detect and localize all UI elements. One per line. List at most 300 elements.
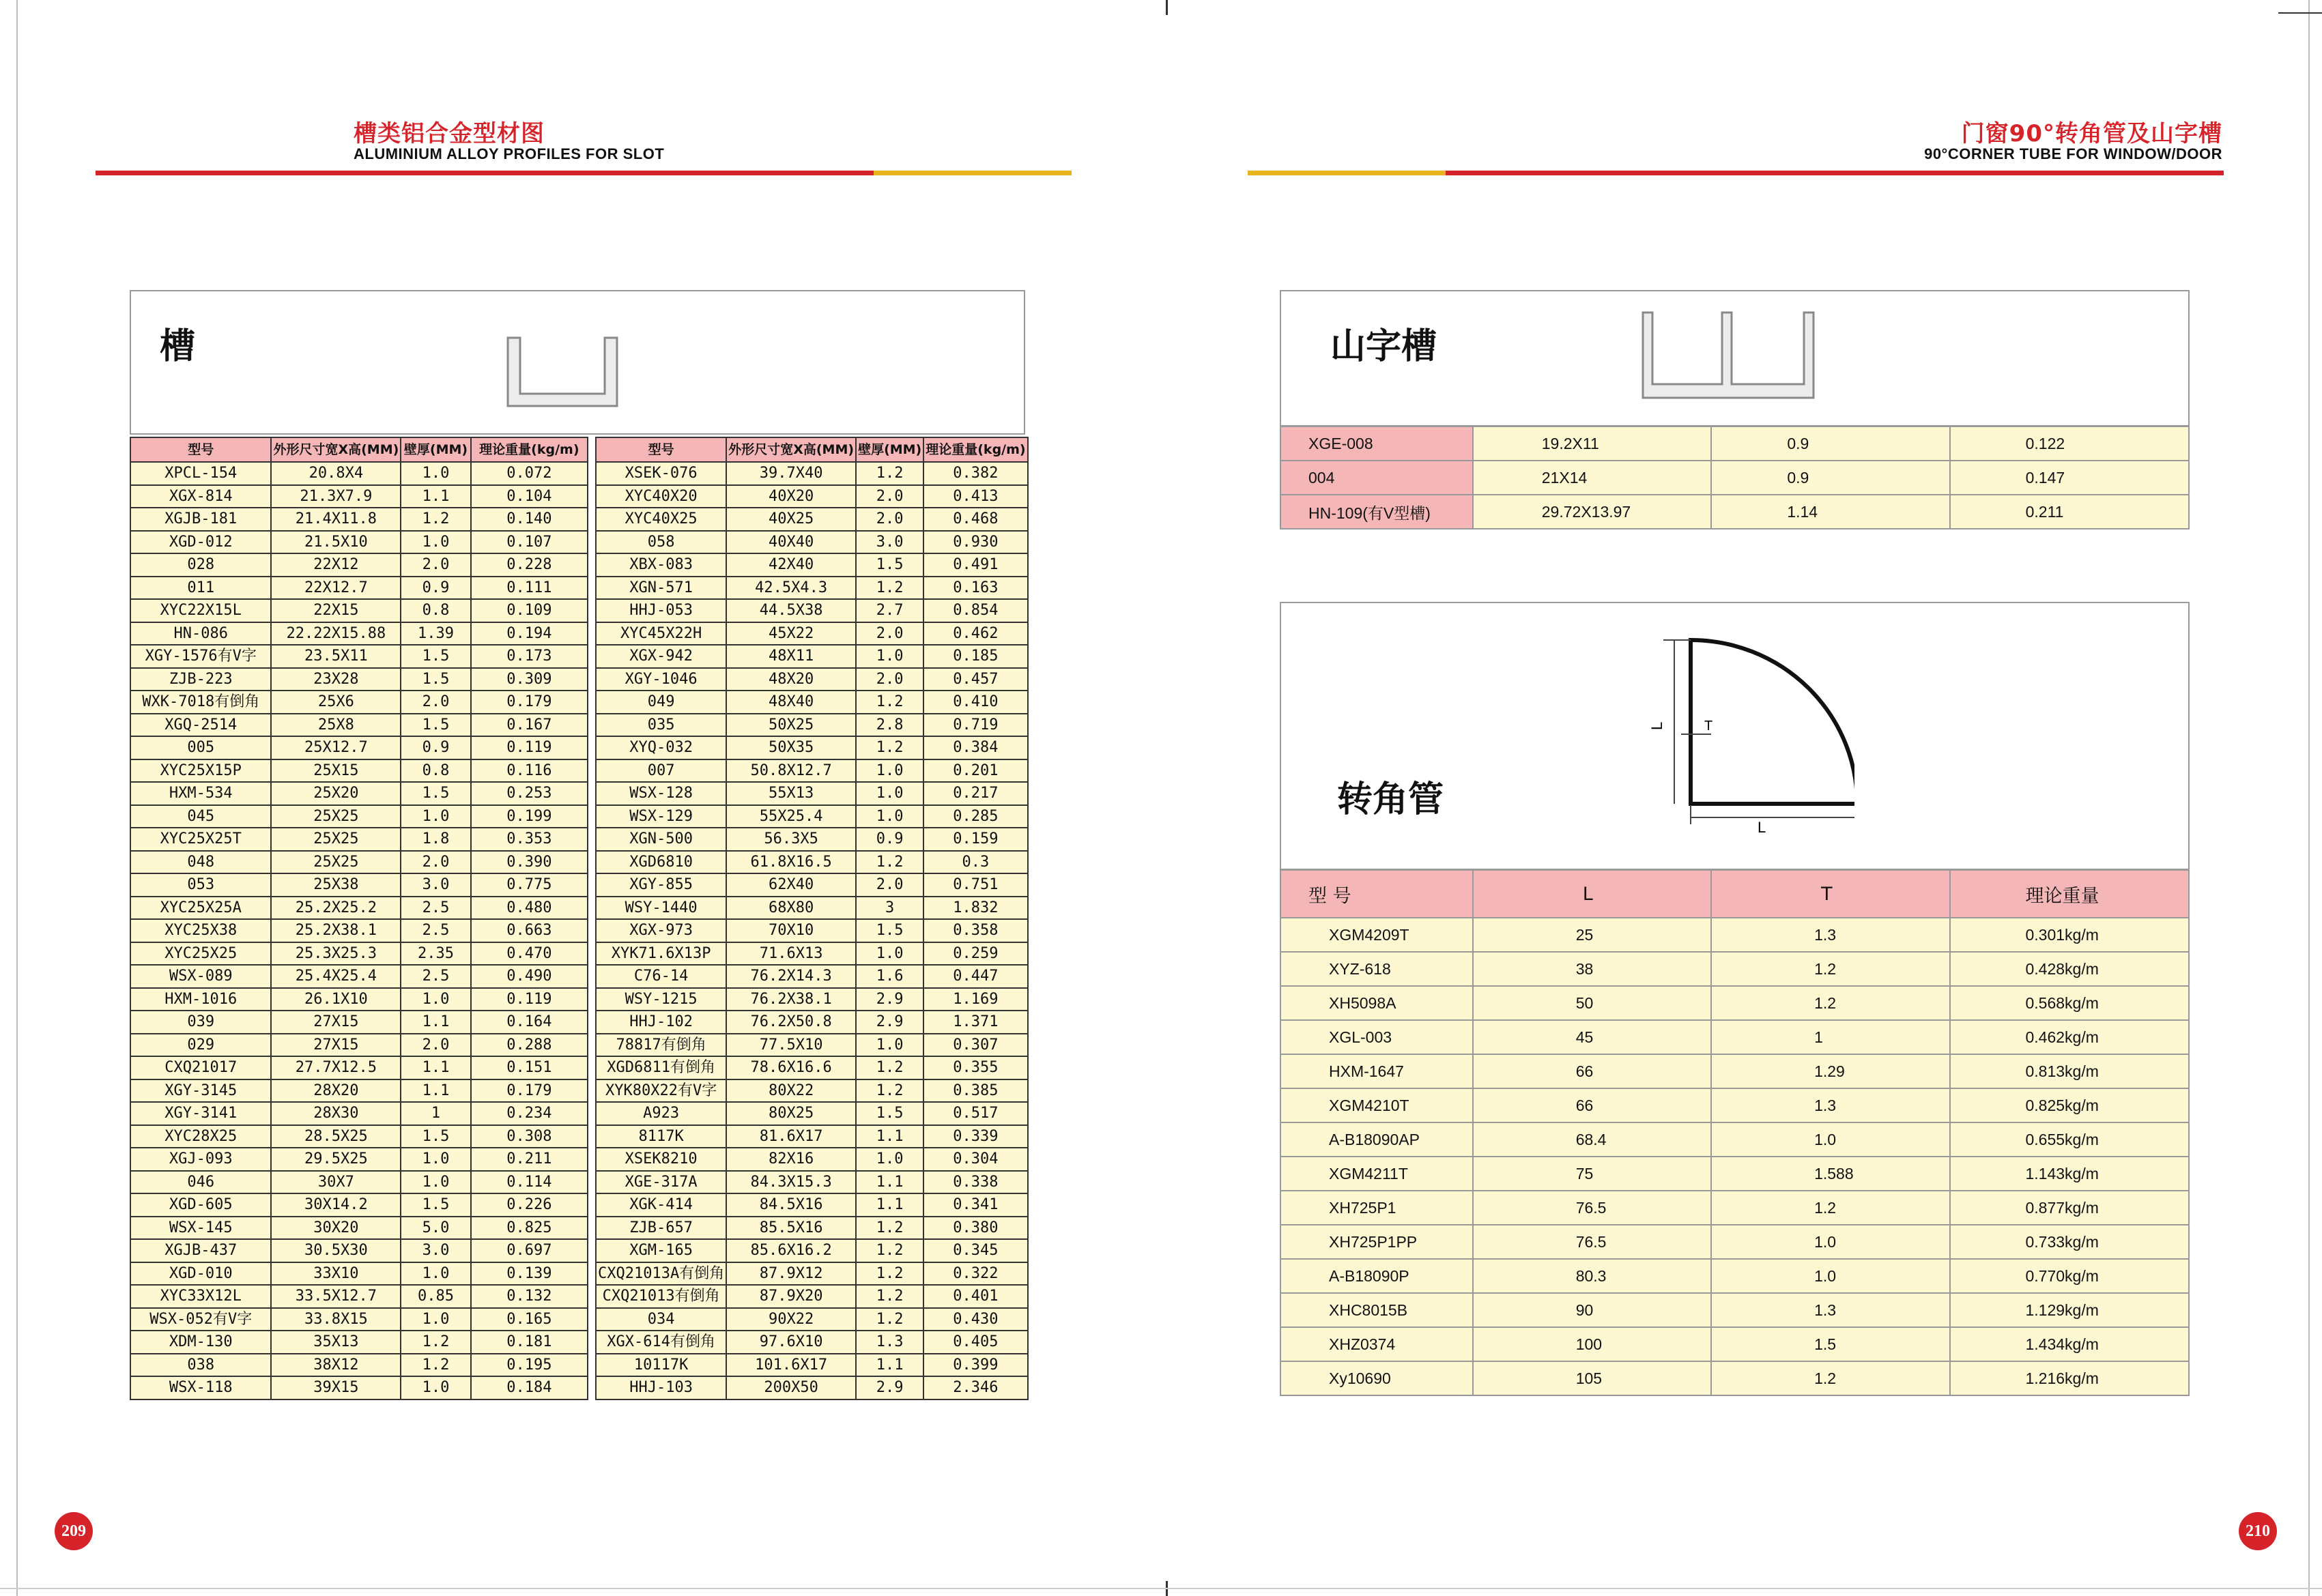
table-cell: HXM-1016 [130, 988, 271, 1011]
table-cell: 1.0 [401, 1376, 470, 1399]
table-cell: 23X28 [271, 668, 401, 691]
table-cell: 0.8 [401, 759, 470, 783]
table-cell: 0.775 [471, 873, 588, 897]
table-cell: 1.5 [1711, 1327, 1949, 1361]
table-cell: 39.7X40 [726, 462, 856, 485]
table-cell: 1.0 [1711, 1259, 1949, 1293]
table-cell: 2.35 [401, 942, 470, 966]
table-row [596, 782, 1028, 805]
table-cell: 1.2 [856, 1308, 923, 1331]
table-row [130, 1056, 588, 1079]
table-cell: 0.382 [923, 462, 1027, 485]
table-cell: 76.2X14.3 [726, 965, 856, 988]
table-cell: 39X15 [271, 1376, 401, 1399]
table-cell: 034 [596, 1308, 726, 1331]
table-cell: 0.9 [401, 577, 470, 600]
table-cell: 1.2 [401, 1331, 470, 1354]
table-cell: 1.39 [401, 622, 470, 645]
table-cell: 44.5X38 [726, 599, 856, 622]
table-row [596, 988, 1028, 1011]
table-cell: 8117K [596, 1125, 726, 1148]
table-cell: 29.5X25 [271, 1148, 401, 1171]
table-cell: 0.140 [471, 508, 588, 531]
table-cell: XGY-3145 [130, 1079, 271, 1103]
table-cell: 0.111 [471, 577, 588, 600]
table-cell: 0.173 [471, 645, 588, 668]
table-cell: 77.5X10 [726, 1034, 856, 1057]
table-cell: 1.5 [401, 782, 470, 805]
table-row [130, 1079, 588, 1103]
table-cell: 76.2X38.1 [726, 988, 856, 1011]
table-cell: 028 [130, 553, 271, 577]
table-cell: 0.199 [471, 805, 588, 828]
table-cell: 0.457 [923, 668, 1027, 691]
table-cell: 0.159 [923, 828, 1027, 851]
table-cell: 68.4 [1473, 1122, 1711, 1157]
table-cell: 25.4X25.4 [271, 965, 401, 988]
table-cell: 25.2X25.2 [271, 897, 401, 920]
table-cell: 0.480 [471, 897, 588, 920]
table-cell: XGD-012 [130, 531, 271, 554]
table-row [130, 873, 588, 897]
table-cell: 2.0 [401, 1034, 470, 1057]
table-cell: 0.285 [923, 805, 1027, 828]
table-cell: 0.491 [923, 553, 1027, 577]
table-cell: 5.0 [401, 1217, 470, 1240]
table-cell: 50.8X12.7 [726, 759, 856, 783]
table-row [130, 1239, 588, 1262]
table-row [130, 897, 588, 920]
table-cell: XGM-165 [596, 1239, 726, 1262]
col-header-t: T [1711, 870, 1949, 918]
table-cell: WSY-1440 [596, 897, 726, 920]
table-cell: 0.072 [471, 462, 588, 485]
table-row [130, 942, 588, 966]
table-cell: 1.2 [856, 577, 923, 600]
table-row [596, 1376, 1028, 1399]
table-cell: 004 [1280, 461, 1473, 495]
table-row [1280, 495, 2189, 529]
table-cell: 053 [130, 873, 271, 897]
table-cell: 85.5X16 [726, 1217, 856, 1240]
table-cell: 25X20 [271, 782, 401, 805]
table-cell: 2.5 [401, 897, 470, 920]
table-cell: 3 [856, 897, 923, 920]
table-cell: 21X14 [1473, 461, 1712, 495]
table-cell: 50 [1473, 986, 1711, 1020]
table-cell: 101.6X17 [726, 1354, 856, 1377]
table-cell: 0.770kg/m [1950, 1259, 2190, 1293]
table-row [596, 691, 1028, 714]
page-number-left: 209 [55, 1512, 93, 1550]
table-cell: 28X20 [271, 1079, 401, 1103]
table-cell: 0.201 [923, 759, 1027, 783]
table-row [596, 553, 1028, 577]
table-cell: 27X15 [271, 1011, 401, 1034]
table-cell: 1.2 [856, 691, 923, 714]
table-row [596, 919, 1028, 942]
table-row [130, 1034, 588, 1057]
table-row [130, 1376, 588, 1399]
table-cell: 1.0 [401, 531, 470, 554]
table-cell: 25X6 [271, 691, 401, 714]
table-cell: 1 [1711, 1020, 1949, 1054]
table-cell: 105 [1473, 1361, 1711, 1395]
table-cell: 2.5 [401, 919, 470, 942]
table-cell: 1.5 [401, 645, 470, 668]
table-cell: 1.29 [1711, 1054, 1949, 1088]
table-cell: 1.0 [401, 988, 470, 1011]
right-header-title: 门窗90°转角管及山字槽 [1961, 120, 2222, 147]
right-crop-edge [2308, 0, 2322, 1596]
table-cell: 0.107 [471, 531, 588, 554]
table-cell: 1.2 [856, 851, 923, 874]
table-cell: 0.114 [471, 1171, 588, 1194]
table-cell: 45 [1473, 1020, 1711, 1054]
table-cell: 1.0 [856, 1148, 923, 1171]
table-cell: 0.119 [471, 736, 588, 759]
table-row [596, 897, 1028, 920]
table-cell: 0.428kg/m [1950, 952, 2190, 986]
table-cell: 0.301kg/m [1950, 918, 2190, 952]
table-cell: 1.2 [856, 1056, 923, 1079]
table-cell: 0.384 [923, 736, 1027, 759]
table-cell: 0.655kg/m [1950, 1122, 2190, 1157]
table-cell: 0.228 [471, 553, 588, 577]
table-cell: 25X25 [271, 828, 401, 851]
table-cell: 0.3 [923, 851, 1027, 874]
table-cell: Xy10690 [1280, 1361, 1473, 1395]
table-cell: 2.9 [856, 1011, 923, 1034]
table-cell: 76.5 [1473, 1191, 1711, 1225]
table-cell: 0.413 [923, 485, 1027, 508]
table-cell: WSX-129 [596, 805, 726, 828]
table-row [596, 851, 1028, 874]
table-row [596, 805, 1028, 828]
table-cell: XGL-003 [1280, 1020, 1473, 1054]
table-cell: 1.1 [401, 1079, 470, 1103]
table-cell: 0.184 [471, 1376, 588, 1399]
table-cell: XH5098A [1280, 986, 1473, 1020]
table-cell: 22X15 [271, 599, 401, 622]
table-row [1280, 1054, 2189, 1088]
diagram-label-l-vertical: L [1648, 721, 1665, 730]
table-cell: 0.813kg/m [1950, 1054, 2190, 1088]
table-row [1280, 1088, 2189, 1122]
table-row [130, 1125, 588, 1148]
table-cell: 0.195 [471, 1354, 588, 1377]
table-cell: 1.5 [856, 1102, 923, 1125]
table-cell: 0.490 [471, 965, 588, 988]
table-row [1280, 426, 2189, 461]
table-cell: 87.9X20 [726, 1285, 856, 1308]
table-cell: 035 [596, 714, 726, 737]
table-cell: 0.430 [923, 1308, 1027, 1331]
table-cell: 2.8 [856, 714, 923, 737]
table-cell: 0.151 [471, 1056, 588, 1079]
diagram-label-t: T [1704, 719, 1713, 734]
table-cell: XGD-010 [130, 1262, 271, 1286]
table-cell: 1.0 [856, 645, 923, 668]
table-cell: 75 [1473, 1157, 1711, 1191]
table-cell: 0.380 [923, 1217, 1027, 1240]
table-cell: 84.3X15.3 [726, 1171, 856, 1194]
table-cell: 85.6X16.2 [726, 1239, 856, 1262]
table-cell: 1.1 [401, 1056, 470, 1079]
table-cell: 045 [130, 805, 271, 828]
table-cell: 0.825 [471, 1217, 588, 1240]
table-row [130, 851, 588, 874]
table-cell: 22X12 [271, 553, 401, 577]
table-cell: 058 [596, 531, 726, 554]
table-cell: 1.5 [401, 1193, 470, 1217]
table-row [596, 599, 1028, 622]
table-cell: 42.5X4.3 [726, 577, 856, 600]
table-cell: 2.7 [856, 599, 923, 622]
table-cell: 1.5 [401, 668, 470, 691]
table-cell: 1.5 [856, 553, 923, 577]
table-row [130, 553, 588, 577]
table-cell: 42X40 [726, 553, 856, 577]
table-cell: XYC25X25A [130, 897, 271, 920]
table-row [596, 1308, 1028, 1331]
table-cell: 48X11 [726, 645, 856, 668]
table-cell: 0.259 [923, 942, 1027, 966]
table-cell: 0.751 [923, 873, 1027, 897]
table-cell: XYC25X25 [130, 942, 271, 966]
table-cell: 21.4X11.8 [271, 508, 401, 531]
table-cell: 0.462 [923, 622, 1027, 645]
left-header-subtitle: ALUMINIUM ALLOY PROFILES FOR SLOT [354, 145, 665, 162]
left-header-rule-yellow [874, 171, 1072, 175]
table-cell: WSX-089 [130, 965, 271, 988]
table-cell: HXM-534 [130, 782, 271, 805]
col-header-weight: 理论重量 [1950, 870, 2190, 918]
table-cell: 1.5 [401, 714, 470, 737]
table-cell: 30X7 [271, 1171, 401, 1194]
table-cell: 38 [1473, 952, 1711, 986]
table-cell: WSX-145 [130, 1217, 271, 1240]
table-cell: XYC25X38 [130, 919, 271, 942]
table-cell: 1.832 [923, 897, 1027, 920]
table-row [130, 1331, 588, 1354]
table-cell: 82X16 [726, 1148, 856, 1171]
table-row [596, 1193, 1028, 1217]
table-cell: XGY-855 [596, 873, 726, 897]
table-row [596, 736, 1028, 759]
table-cell: XYC40X20 [596, 485, 726, 508]
table-cell: 200X50 [726, 1376, 856, 1399]
table-row [130, 508, 588, 531]
table-cell: 0.355 [923, 1056, 1027, 1079]
table-cell: HN-086 [130, 622, 271, 645]
table-row [130, 782, 588, 805]
table-cell: XYC28X25 [130, 1125, 271, 1148]
table-cell: 2.0 [401, 553, 470, 577]
table-cell: 1.2 [856, 1217, 923, 1240]
table-cell: 40X25 [726, 508, 856, 531]
table-cell: 35X13 [271, 1331, 401, 1354]
table-row [130, 805, 588, 828]
table-cell: 0.179 [471, 1079, 588, 1103]
table-row [130, 1171, 588, 1194]
table-cell: CXQ21013A有倒角 [596, 1262, 726, 1286]
table-cell: XGN-571 [596, 577, 726, 600]
table-cell: 1.0 [401, 1148, 470, 1171]
table-cell: 25X38 [271, 873, 401, 897]
table-cell: 28.5X25 [271, 1125, 401, 1148]
table-cell: 40X40 [726, 531, 856, 554]
table-cell: 0.139 [471, 1262, 588, 1286]
table-cell: A-B18090P [1280, 1259, 1473, 1293]
table-cell: 28X30 [271, 1102, 401, 1125]
table-cell: 1.1 [856, 1354, 923, 1377]
table-row [596, 1102, 1028, 1125]
table-cell: 0.253 [471, 782, 588, 805]
table-cell: XGN-500 [596, 828, 726, 851]
table-cell: 1.3 [1711, 1088, 1949, 1122]
table-cell: 0.353 [471, 828, 588, 851]
table-row [596, 1354, 1028, 1377]
table-cell: XGM4209T [1280, 918, 1473, 952]
slot-table-left [130, 437, 588, 1400]
table-row [596, 577, 1028, 600]
table-row [1280, 952, 2189, 986]
table-row [130, 988, 588, 1011]
table-cell: 78817有倒角 [596, 1034, 726, 1057]
table-cell: 38X12 [271, 1354, 401, 1377]
table-cell: HHJ-053 [596, 599, 726, 622]
table-cell: 1.0 [856, 942, 923, 966]
table-row [130, 714, 588, 737]
table-row [130, 1217, 588, 1240]
table-cell: 0.163 [923, 577, 1027, 600]
table-row [1280, 986, 2189, 1020]
table-cell: XGM4210T [1280, 1088, 1473, 1122]
table-cell: 2.9 [856, 988, 923, 1011]
table-row [596, 965, 1028, 988]
table-cell: 1.14 [1711, 495, 1949, 529]
table-cell: XGJ-093 [130, 1148, 271, 1171]
table-cell: 1.169 [923, 988, 1027, 1011]
table-cell: 48X20 [726, 668, 856, 691]
table-cell: XPCL-154 [130, 462, 271, 485]
left-crop-edge [0, 0, 18, 1596]
table-cell: 20.8X4 [271, 462, 401, 485]
table-cell: XGJB-437 [130, 1239, 271, 1262]
table-row [596, 1125, 1028, 1148]
table-row [1280, 1122, 2189, 1157]
table-row [596, 531, 1028, 554]
table-cell: XDM-130 [130, 1331, 271, 1354]
table-cell: XYK80X22有V字 [596, 1079, 726, 1103]
table-row [596, 462, 1028, 485]
table-row [130, 645, 588, 668]
table-cell: 25.3X25.3 [271, 942, 401, 966]
table-cell: 0.288 [471, 1034, 588, 1057]
table-cell: 1.2 [856, 1285, 923, 1308]
table-cell: 71.6X13 [726, 942, 856, 966]
left-header-title: 槽类铝合金型材图 [354, 120, 545, 147]
table-cell: XGM4211T [1280, 1157, 1473, 1191]
right-header-rule-red [1446, 171, 2224, 175]
table-row [596, 873, 1028, 897]
table-cell: 33.8X15 [271, 1308, 401, 1331]
table-cell: 0.470 [471, 942, 588, 966]
table-cell: XYC22X15L [130, 599, 271, 622]
table-cell: 011 [130, 577, 271, 600]
table-cell: 80X22 [726, 1079, 856, 1103]
table-cell: CXQ21013有倒角 [596, 1285, 726, 1308]
table-cell: 1.0 [401, 1308, 470, 1331]
triple-slot-profile-icon [1636, 309, 1834, 411]
table-cell: 90 [1473, 1293, 1711, 1327]
table-row [596, 508, 1028, 531]
table-cell: 1.2 [1711, 1191, 1949, 1225]
table-cell: XYQ-032 [596, 736, 726, 759]
table-cell: 1.5 [856, 919, 923, 942]
table-cell: HXM-1647 [1280, 1054, 1473, 1088]
table-cell: 1.0 [856, 805, 923, 828]
table-cell: 2.0 [856, 622, 923, 645]
table-row [596, 828, 1028, 851]
table-cell: 55X25.4 [726, 805, 856, 828]
table-row [130, 759, 588, 783]
table-cell: 1.2 [401, 508, 470, 531]
table-cell: 100 [1473, 1327, 1711, 1361]
table-cell: 007 [596, 759, 726, 783]
table-cell: 049 [596, 691, 726, 714]
table-cell: 29.72X13.97 [1473, 495, 1712, 529]
table-row [1280, 461, 2189, 495]
col-header-weight: 理论重量(kg/m) [471, 437, 588, 462]
table-cell: 80.3 [1473, 1259, 1711, 1293]
table-row [130, 965, 588, 988]
table-cell: XGX-942 [596, 645, 726, 668]
triple-slot-panel [1280, 290, 2190, 426]
table-cell: 005 [130, 736, 271, 759]
table-cell: 25X25 [271, 851, 401, 874]
table-cell: 76.5 [1473, 1225, 1711, 1259]
table-cell: 0.8 [401, 599, 470, 622]
table-cell: 0.399 [923, 1354, 1027, 1377]
table-cell: 56.3X5 [726, 828, 856, 851]
corner-tube-profile-icon [1636, 633, 1854, 838]
table-cell: 27X15 [271, 1034, 401, 1057]
table-cell: 0.194 [471, 622, 588, 645]
table-cell: 61.8X16.5 [726, 851, 856, 874]
table-cell: 0.9 [1711, 461, 1949, 495]
table-row [130, 1193, 588, 1217]
slot-panel-header [130, 290, 1025, 435]
table-cell: XGD-605 [130, 1193, 271, 1217]
table-cell: 0.345 [923, 1239, 1027, 1262]
table-cell: 0.104 [471, 485, 588, 508]
table-row [130, 1285, 588, 1308]
table-cell: 62X40 [726, 873, 856, 897]
table-cell: WSY-1215 [596, 988, 726, 1011]
table-cell: 26.1X10 [271, 988, 401, 1011]
table-cell: 0.719 [923, 714, 1027, 737]
right-header-rule-yellow [1248, 171, 1446, 175]
table-row [1280, 1191, 2189, 1225]
table-cell: 50X35 [726, 736, 856, 759]
table-cell: 25.2X38.1 [271, 919, 401, 942]
table-cell: 0.132 [471, 1285, 588, 1308]
table-cell: 1.2 [1711, 952, 1949, 986]
table-row [596, 1285, 1028, 1308]
table-row [596, 622, 1028, 645]
